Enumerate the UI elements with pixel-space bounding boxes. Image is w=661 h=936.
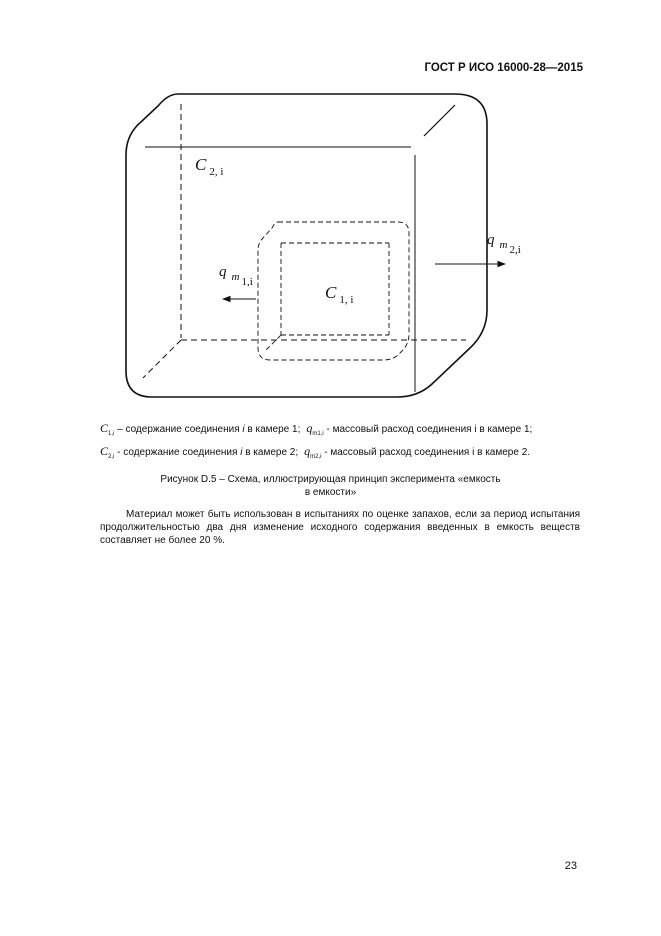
outer-chamber-outline [126, 94, 487, 397]
page-number: 23 [564, 860, 577, 872]
outer-hidden-diagonal [143, 340, 181, 378]
outer-diagonal-edge [424, 105, 455, 136]
document-header: ГОСТ Р ИСО 16000-28—2015 [424, 62, 583, 74]
flow-out-label: q $_m$ $_{2,i}$ [487, 232, 521, 256]
legend-symbol-qm1: q [306, 421, 313, 435]
outer-chamber [126, 94, 487, 397]
body-paragraph-rest: продолжительностью два дня изменение исходного содержания введенных в емкость веществ составляет не более 20 %. [100, 522, 580, 546]
legend-symbol-qm2: q [304, 444, 311, 458]
inner-diagonal-edge [265, 335, 281, 351]
body-paragraph [100, 508, 580, 547]
inner-concentration-label: C $_{1, i}$ [325, 283, 354, 306]
figure-caption-line-1: Рисунок D.5 – Схема, иллюстрирующая принцип эксперимента «емкость [160, 474, 501, 485]
legend-symbol-c1: C [100, 421, 109, 435]
figure-caption [0, 473, 661, 499]
body-paragraph-line-1: Материал может быть использован в испытаниях по оценке запахов, если за период испытания [126, 509, 580, 520]
figure-caption-line-2: в емкости» [304, 487, 357, 498]
legend-row-1: $C_{1,i}$ – содержание соединения i в камере 1; $q_{m1,i}$ - массовый расход соединения i в камере 1; [100, 421, 533, 437]
legend-row-2: $C_{2,i}$ - содержание соединения i в камере 2; $q_{m2,i}$ - массовый расход соединения i в камере 2. [100, 444, 531, 460]
outer-concentration-label: C $_{2, i}$ [195, 155, 224, 178]
flow-in-label: q $_m$ $_{1,i}$ [219, 264, 253, 288]
legend-symbol-c2: C [100, 444, 109, 458]
